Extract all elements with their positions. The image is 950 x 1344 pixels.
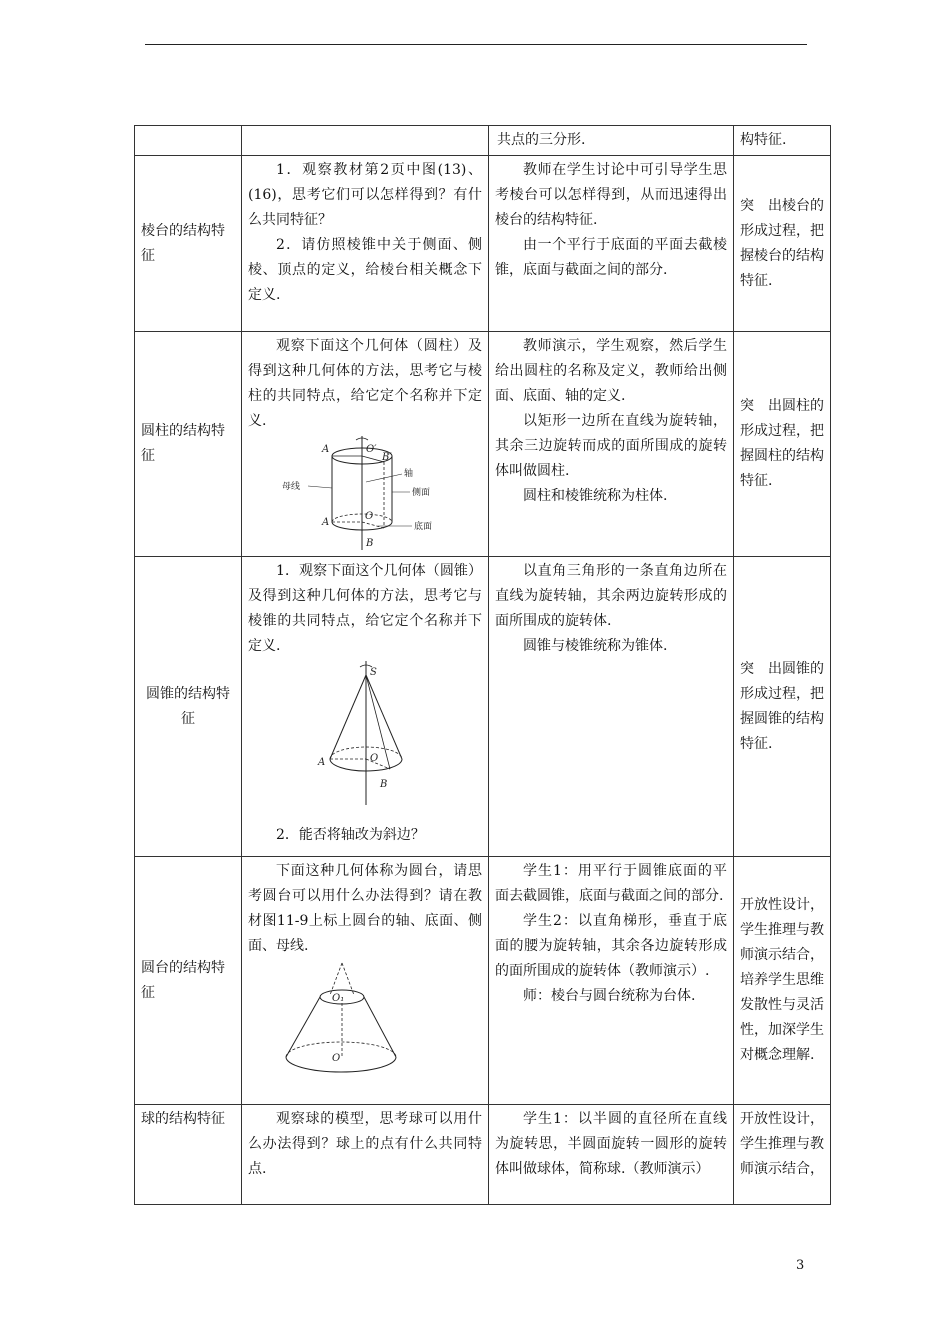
activity-text: 1．观察教材第2页中图(13)、(16)，思考它们可以怎样得到？有什么共同特征？ xyxy=(248,162,482,228)
goal-cell: 构特征. xyxy=(734,126,831,156)
activity-text: 观察下面这个几何体（圆柱）及得到这种几何体的方法，思考它与棱柱的共同特点，给它定个名称并下定义. xyxy=(248,338,482,429)
table-row xyxy=(135,156,831,332)
method-text: 教师演示，学生观察，然后学生给出圆柱的名称及定义，教师给出侧面、底面、轴的定义. xyxy=(495,338,727,404)
activity-cell xyxy=(242,1105,489,1205)
method-text: 由一个平行于底面的平面去截棱锥，底面与截面之间的部分. xyxy=(495,237,727,278)
table-row xyxy=(135,857,831,1105)
label-base: 底面 xyxy=(414,522,433,532)
label-b: B xyxy=(380,779,388,790)
header-rule xyxy=(145,44,807,45)
activity-text: 2．能否将轴改为斜边？ xyxy=(276,827,425,843)
topic-cell xyxy=(135,126,242,156)
label-o: O xyxy=(370,753,379,764)
method-cell: 共点的三分形. xyxy=(489,126,734,156)
cylinder-figure xyxy=(266,434,466,552)
frustum-figure xyxy=(268,959,468,1079)
method-cell xyxy=(489,557,734,857)
method-cell xyxy=(489,332,734,557)
activity-text: 观察球的模型，思考球可以用什么办法得到？球上的点有什么共同特点. xyxy=(248,1111,482,1177)
page-number: 3 xyxy=(796,1258,805,1273)
topic-cell: 圆台的结构特征 xyxy=(135,857,242,1105)
activity-text: 1．观察下面这个几何体（圆锥）及得到这种几何体的方法，思考它与棱锥的共同特点，给它定个名称并下定义. xyxy=(248,563,482,654)
label-o-prime: O′ xyxy=(366,444,377,455)
table-row xyxy=(135,1105,831,1205)
topic-cell: 球的结构特征 xyxy=(135,1105,242,1205)
topic-cell: 棱台的结构特征 xyxy=(135,156,242,332)
cone-figure xyxy=(310,659,510,809)
topic-cell: 圆锥的结构特征 xyxy=(135,557,242,857)
label-o1: O₁ xyxy=(332,993,345,1004)
label-b-prime: B′ xyxy=(382,452,392,463)
method-cell xyxy=(489,1105,734,1205)
goal-cell: 突 出棱台的形成过程，把握棱台的结构特征. xyxy=(734,156,831,332)
label-s: S xyxy=(370,667,377,678)
label-b: B xyxy=(366,538,374,549)
label-a: A xyxy=(318,757,326,768)
activity-text: 2．请仿照棱锥中关于侧面、侧棱、顶点的定义，给棱台相关概念下定义. xyxy=(248,237,482,303)
label-lateral: 侧面 xyxy=(412,488,431,498)
label-axis: 轴 xyxy=(404,469,414,479)
goal-cell: 突 出圆柱的形成过程，把握圆柱的结构特征. xyxy=(734,332,831,557)
method-text: 以矩形一边所在直线为旋转轴，其余三边旋转而成的面所围成的旋转体叫做圆柱. xyxy=(495,413,727,479)
method-text: 学生1：用平行于圆锥底面的平面去截圆锥，底面与截面之间的部分. xyxy=(495,863,727,904)
activity-cell xyxy=(242,156,489,332)
table-row xyxy=(135,126,831,156)
goal-cell: 突 出圆锥的形成过程，把握圆锥的结构特征. xyxy=(734,557,831,857)
table-row xyxy=(135,332,831,557)
method-text: 师：棱台与圆台统称为台体. xyxy=(523,988,696,1004)
table-row xyxy=(135,557,831,857)
method-text: 以直角三角形的一条直角边所在直线为旋转轴，其余两边旋转形成的面所围成的旋转体. xyxy=(495,563,727,629)
topic-cell: 圆柱的结构特征 xyxy=(135,332,242,557)
activity-cell xyxy=(242,126,489,156)
method-text: 教师在学生讨论中可引导学生思考棱台可以怎样得到，从而迅速得出棱台的结构特征. xyxy=(495,162,727,228)
method-cell xyxy=(489,156,734,332)
activity-cell xyxy=(242,857,489,1105)
label-o: O xyxy=(365,511,374,522)
method-cell xyxy=(489,857,734,1105)
label-o: O xyxy=(332,1053,341,1064)
label-a-bottom: A xyxy=(322,517,330,528)
method-text: 圆柱和棱锥统称为柱体. xyxy=(523,488,668,504)
method-text: 学生2：以直角梯形，垂直于底面的腰为旋转轴，其余各边旋转形成的面所围成的旋转体（教师演示）. xyxy=(495,913,727,979)
activity-text: 下面这种几何体称为圆台，请思考圆台可以用什么办法得到？请在教材图11-9上标上圆台的轴、底面、侧面、母线. xyxy=(248,863,482,954)
activity-cell xyxy=(242,332,489,557)
label-generatrix: 母线 xyxy=(282,482,301,492)
lesson-plan-table xyxy=(134,125,831,1205)
method-text: 学生1：以半圆的直径所在直线为旋转思，半圆面旋转一圆形的旋转体叫做球体，简称球.（教师演示） xyxy=(495,1111,727,1177)
label-a-top: A xyxy=(322,444,330,455)
goal-cell: 开放性设计，学生推理与教师演示结合， xyxy=(734,1105,831,1205)
activity-cell xyxy=(242,557,489,857)
goal-cell: 开放性设计，学生推理与教师演示结合，培养学生思维发散性与灵活性，加深学生对概念理解. xyxy=(734,857,831,1105)
method-text: 圆锥与棱锥统称为锥体. xyxy=(523,638,668,654)
